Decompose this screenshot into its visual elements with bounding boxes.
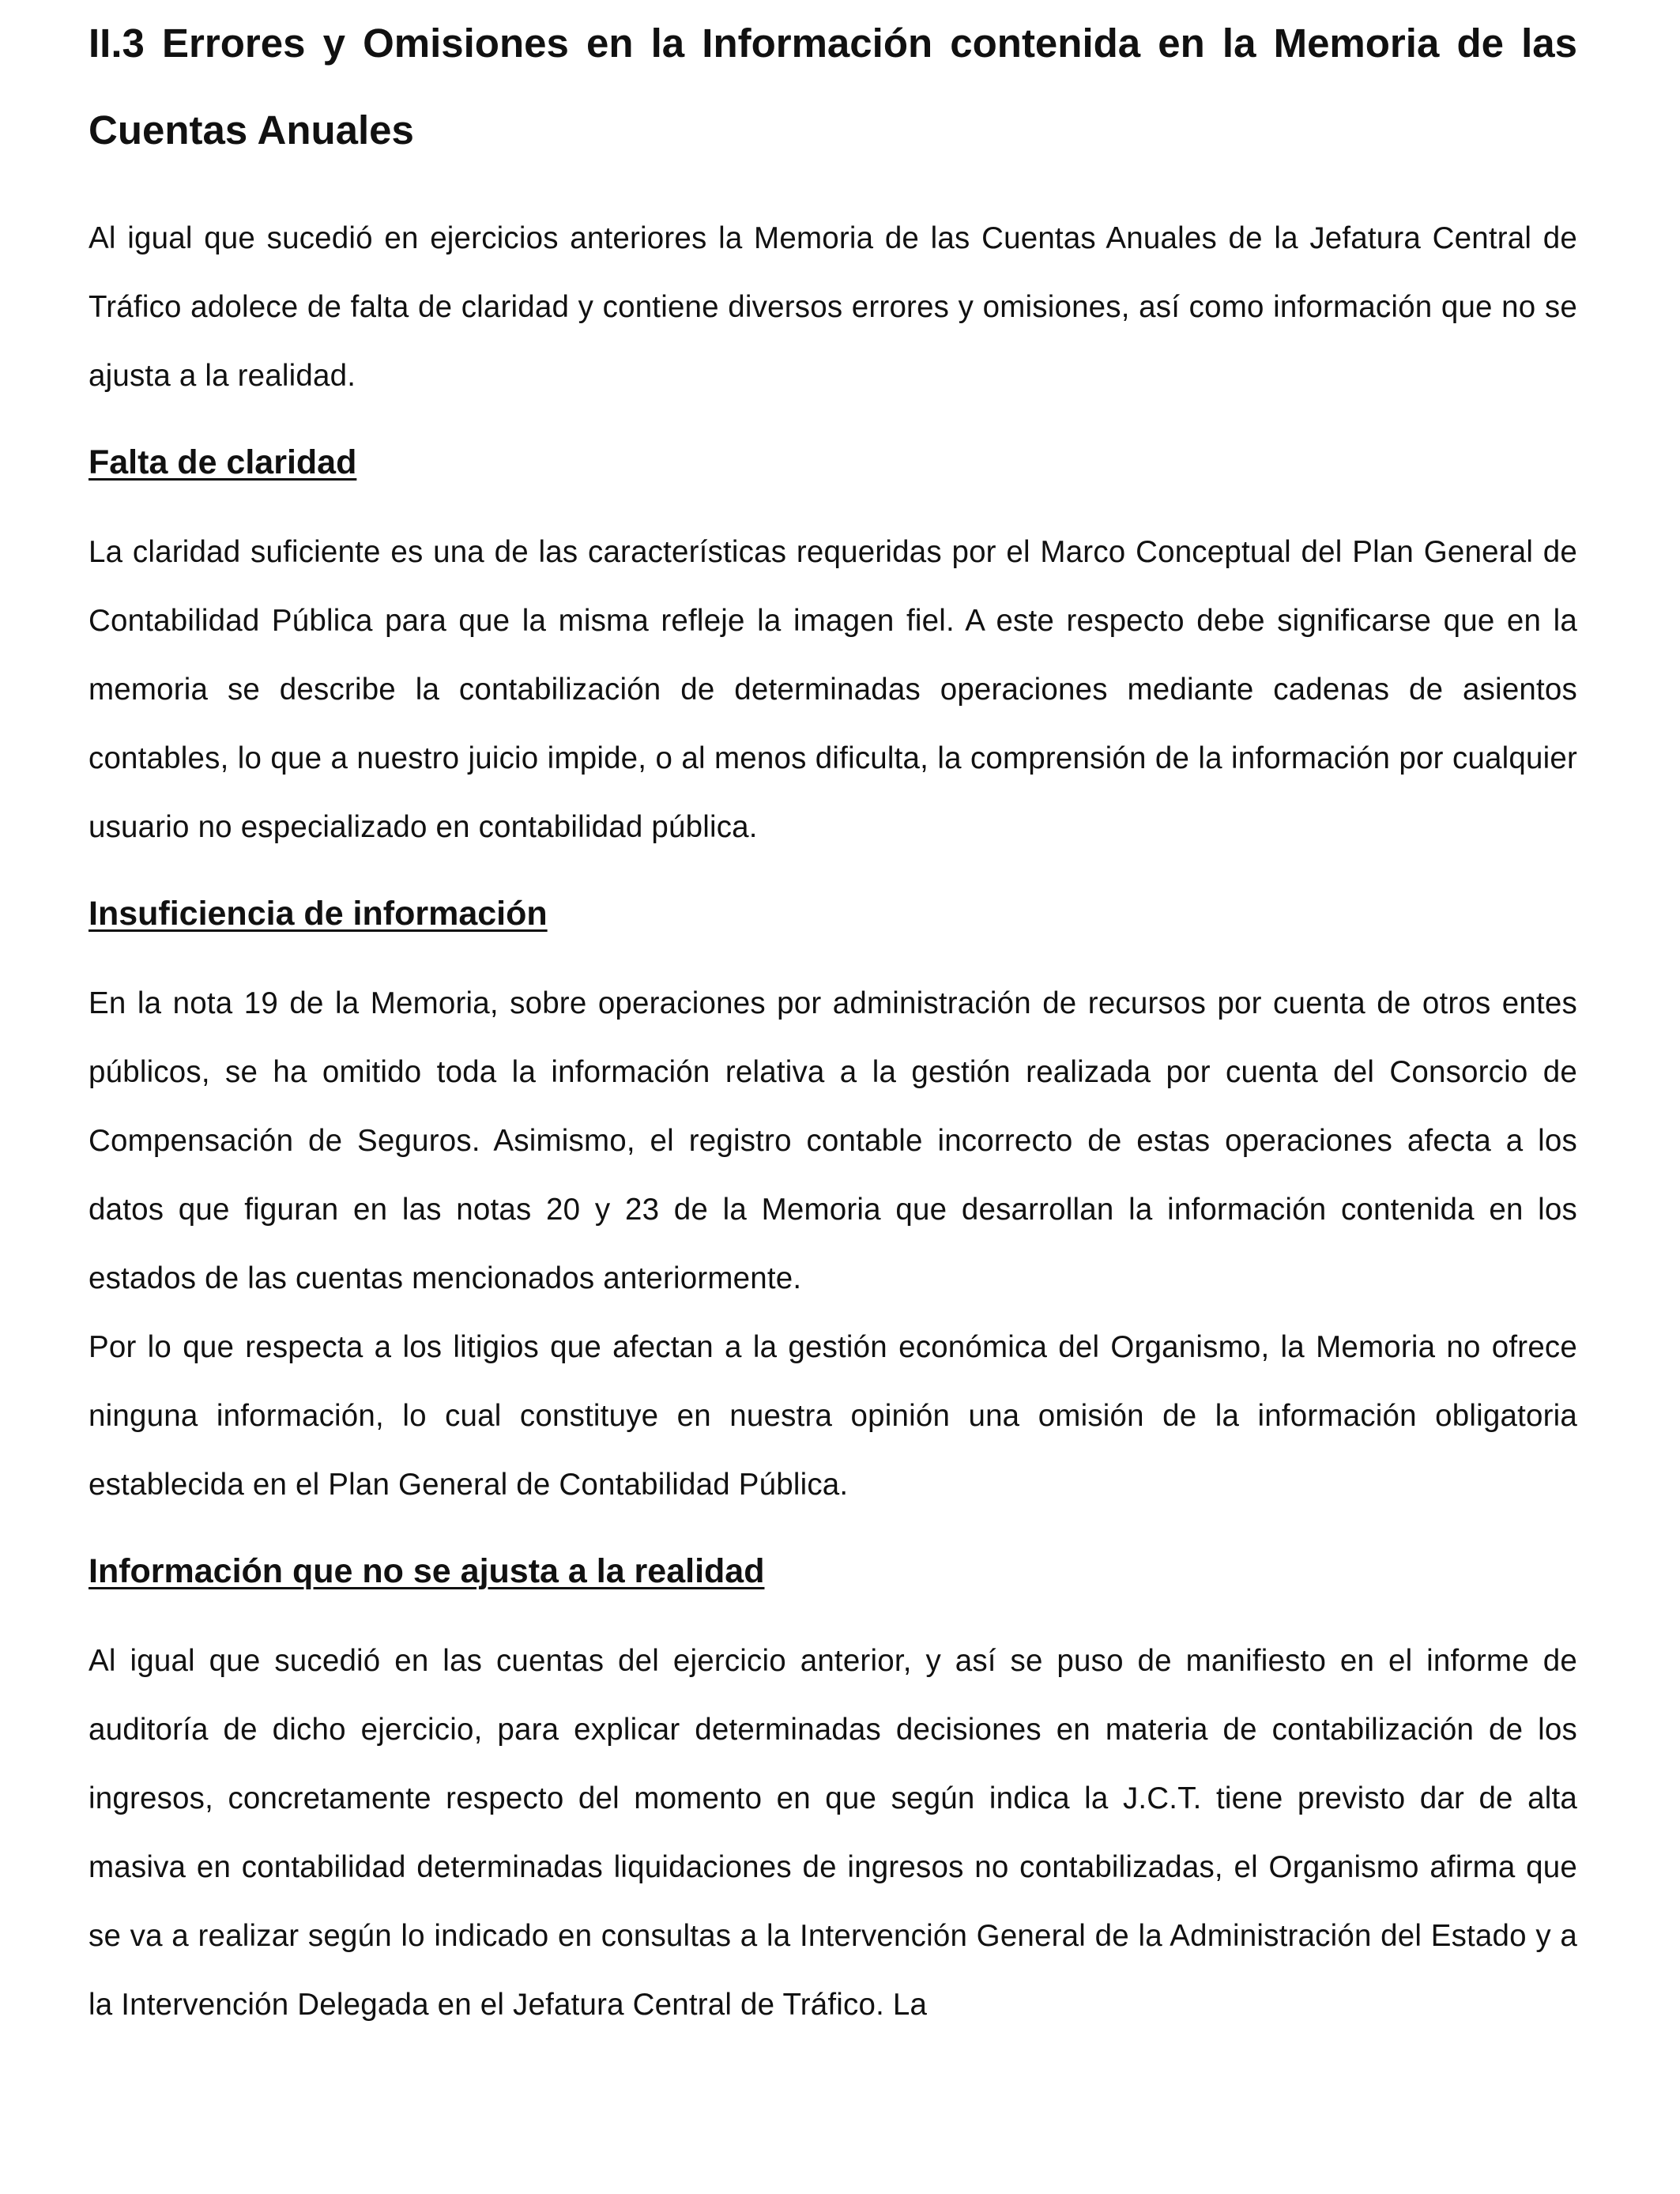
paragraph-informacion-no-ajustada: Al igual que sucedió en las cuentas del ejercicio anterior, y así se puso de manifiesto en el informe de auditoría de dicho ejercicio, para explicar determinadas decisiones en materia de contabilización de los ingresos, concretamente respecto del momento en que según indica la J.C.T. tiene previsto dar de alta masiva en contabilidad determinadas liquidaciones de ingresos no contabilizadas, el Organismo afirma que se va a realizar según lo indicado en consultas a la Intervención General de la Administración del Estado y a la Intervención Delegada en el Jefatura Central de Tráfico. La xyxy=(89,1644,1577,2022)
spacer xyxy=(89,1519,1577,1547)
spacer xyxy=(89,410,1577,439)
intro-paragraph: Al igual que sucedió en ejercicios anteriores la Memoria de las Cuentas Anuales de la Jefatura Central de Tráfico adolece de falta de claridad y contiene diversos errores y omisiones, así como información que no se ajusta a la realidad. xyxy=(89,221,1577,393)
heading-informacion-no-ajustada: Información que no se ajusta a la realidad xyxy=(89,1552,765,1590)
section-title: II.3 Errores y Omisiones en la Información contenida en la Memoria de las Cuentas Anuales xyxy=(89,21,1577,153)
document-page xyxy=(89,0,1577,2039)
spacer xyxy=(89,937,1577,969)
spacer xyxy=(89,174,1577,204)
heading-falta-de-claridad: Falta de claridad xyxy=(89,443,357,481)
paragraph-insuficiencia-1: En la nota 19 de la Memoria, sobre operaciones por administración de recursos por cuenta de otros entes públicos, se ha omitido toda la información relativa a la gestión realizada por cuenta del Consorcio de Compensación de Seguros. Asimismo, el registro contable incorrecto de estas operaciones afecta a los datos que figuran en las notas 20 y 23 de la Memoria que desarrollan la información contenida en los estados de las cuentas mencionados anteriormente. xyxy=(89,986,1577,1295)
spacer xyxy=(89,1595,1577,1627)
spacer xyxy=(89,486,1577,518)
paragraph-falta-de-claridad: La claridad suficiente es una de las características requeridas por el Marco Conceptual del Plan General de Contabilidad Pública para que la misma refleje la imagen fiel. A este respecto debe significarse que en la memoria se describe la contabilización de determinadas operaciones mediante cadenas de asientos contables, lo que a nuestro juicio impide, o al menos dificulta, la comprensión de la información por cualquier usuario no especializado en contabilidad pública. xyxy=(89,535,1577,844)
paragraph-insuficiencia-2: Por lo que respecta a los litigios que afectan a la gestión económica del Organismo, la Memoria no ofrece ninguna información, lo cual constituye en nuestra opinión una omisión de la información obligatoria establecida en el Plan General de Contabilidad Pública. xyxy=(89,1330,1577,1502)
heading-insuficiencia-de-informacion: Insuficiencia de información xyxy=(89,895,548,933)
spacer xyxy=(89,861,1577,890)
